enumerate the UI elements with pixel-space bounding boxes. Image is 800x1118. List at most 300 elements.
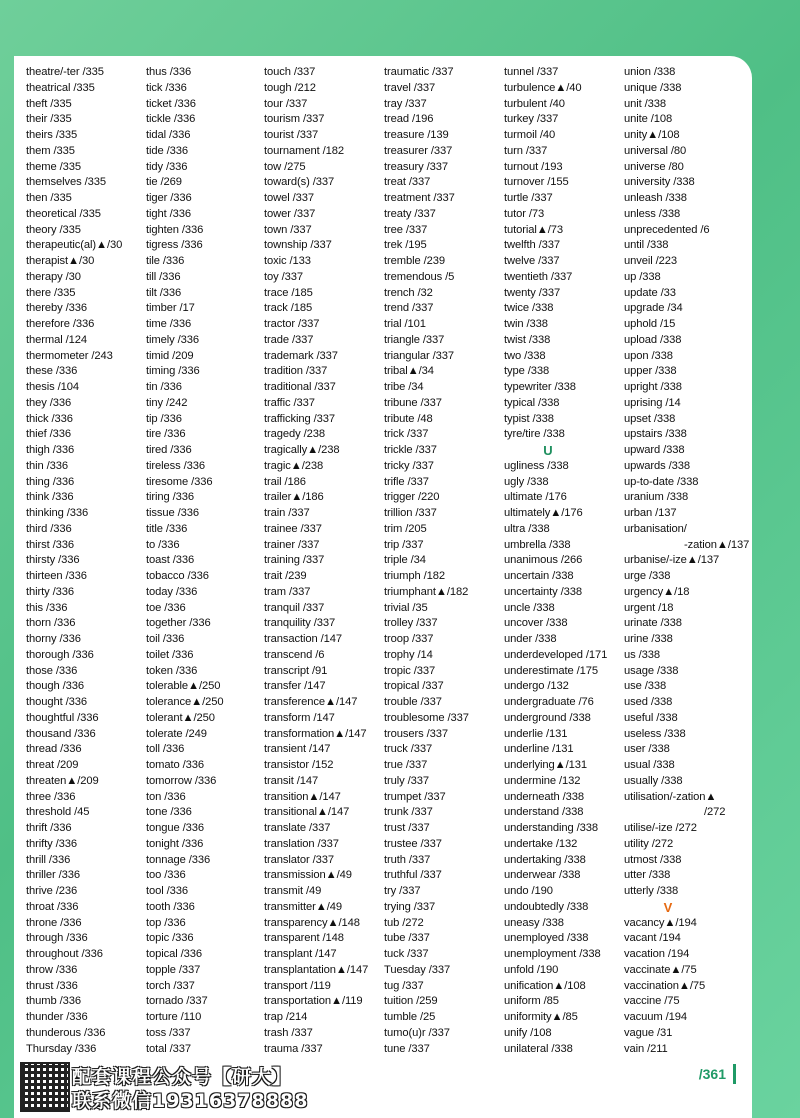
index-entry: toast /336: [146, 554, 195, 567]
index-entry: thunder /336: [26, 1011, 88, 1023]
index-entry: turnout /193: [504, 160, 563, 173]
index-entry: trek /195: [384, 239, 427, 252]
index-entry: unification▲/108: [504, 979, 586, 992]
index-entry: underline /131: [504, 743, 574, 756]
index-entry: upset /338: [624, 412, 676, 425]
index-entry: tin /336: [146, 381, 182, 393]
index-entry: upright /338: [624, 381, 682, 393]
index-entry: truck /337: [384, 743, 433, 756]
index-entry: till /336: [146, 270, 181, 283]
index-entry: tribune /337: [384, 396, 442, 409]
index-entry: under /338: [504, 633, 557, 645]
index-entry: to /336: [146, 538, 180, 551]
index-entry: typical /338: [504, 396, 560, 409]
index-entry: transference▲/147: [264, 696, 358, 708]
index-entry: uniform /85: [504, 995, 559, 1008]
index-entry: throw /336: [26, 963, 78, 976]
index-entry: tube /337: [384, 932, 430, 945]
index-entry: truthful /337: [384, 869, 442, 882]
index-entry: those /336: [26, 664, 78, 677]
index-entry: tone /336: [146, 806, 192, 819]
index-entry: universe /80: [624, 160, 684, 173]
index-entry: tiresome /336: [146, 475, 213, 488]
index-entry: vain /211: [624, 1042, 668, 1055]
index-entry: turmoil /40: [504, 129, 556, 141]
index-entry: tireless /336: [146, 459, 206, 472]
index-entry: thermometer /243: [26, 349, 113, 362]
index-entry: thrifty /336: [26, 837, 78, 850]
index-entry: transit /147: [264, 774, 319, 787]
index-entry: undergraduate /76: [504, 696, 594, 708]
index-entry: thereby /336: [26, 302, 87, 315]
index-entry: unleash /338: [624, 192, 687, 204]
index-entry: tractor /337: [264, 318, 320, 330]
index-entry: trunk /337: [384, 806, 433, 819]
index-entry: tub /272: [384, 916, 424, 929]
index-entry: township /337: [264, 239, 332, 252]
index-entry: tonight /336: [146, 837, 204, 850]
index-entry: timber /17: [146, 302, 195, 315]
index-entry: usage /338: [624, 664, 679, 677]
index-entry: tobacco /336: [146, 570, 209, 582]
index-entry: tool /336: [146, 885, 189, 897]
index-entry: utterly /338: [624, 885, 679, 897]
index-entry: Tuesday /337: [384, 963, 451, 976]
index-entry: tidy /336: [146, 160, 188, 173]
index-entry: third /336: [26, 522, 72, 535]
index-entry: too /336: [146, 869, 186, 882]
index-entry: transmission▲/49: [264, 869, 352, 882]
index-entry: triple /34: [384, 554, 426, 567]
index-entry: thesis /104: [26, 381, 80, 393]
index-entry: tough /212: [264, 81, 316, 94]
index-entry: tyre/tire /338: [504, 428, 565, 441]
index-entry: tragedy /238: [264, 428, 325, 441]
index-entry: touch /337: [264, 66, 316, 78]
index-entry: transport /119: [264, 979, 331, 992]
index-entry: thorny /336: [26, 633, 81, 645]
index-entry: twelve /337: [504, 255, 560, 267]
index-entry: unveil /223: [624, 255, 678, 267]
index-entry: transitional▲/147: [264, 806, 350, 819]
index-entry: time /336: [146, 318, 192, 330]
index-entry: ultimately▲/176: [504, 507, 583, 519]
dictionary-page: [14, 56, 752, 1118]
index-entry: theme /335: [26, 160, 81, 173]
index-entry: unless /338: [624, 207, 681, 220]
index-entry: threaten▲/209: [26, 774, 99, 787]
index-entry: thousand /336: [26, 727, 96, 740]
index-entry: trap /214: [264, 1011, 308, 1023]
index-entry: underlying▲/131: [504, 759, 587, 771]
index-entry-continuation: /272: [704, 806, 726, 819]
index-entry: thirsty /336: [26, 554, 80, 567]
index-entry: therefore /336: [26, 318, 95, 330]
index-entry: theatrical /335: [26, 81, 95, 94]
page-number: /361: [698, 1066, 726, 1082]
index-entry: uncertain /338: [504, 570, 574, 582]
index-entry: tug /337: [384, 979, 424, 992]
index-entry: Thursday /336: [26, 1042, 97, 1055]
index-entry: umbrella /338: [504, 538, 571, 551]
index-entry: thin /336: [26, 459, 69, 472]
index-entry: trophy /14: [384, 648, 433, 661]
index-entry: treasure /139: [384, 129, 449, 141]
index-entry: tuck /337: [384, 948, 429, 960]
index-entry: underlie /131: [504, 727, 568, 740]
index-entry: up-to-date /338: [624, 475, 699, 488]
index-entry: tooth /336: [146, 900, 195, 913]
index-entry: tumo(u)r /337: [384, 1026, 450, 1039]
index-entry: triumph /182: [384, 570, 445, 582]
index-entry: vaccine /75: [624, 995, 680, 1008]
index-entry: unity▲/108: [624, 129, 680, 141]
index-entry: thumb /336: [26, 995, 81, 1008]
index-entry: urinate /338: [624, 617, 682, 630]
index-entry: underground /338: [504, 711, 591, 724]
index-entry: think /336: [26, 491, 74, 504]
index-entry: true /337: [384, 759, 428, 771]
index-entry: upper /338: [624, 365, 677, 378]
index-entry: until /338: [624, 239, 669, 252]
index-entry: trumpet /337: [384, 790, 446, 803]
index-entry: up /338: [624, 270, 661, 283]
index-entry: title /336: [146, 522, 188, 535]
index-entry: threshold /45: [26, 806, 90, 819]
index-entry: thirty /336: [26, 585, 75, 598]
index-entry: tricky /337: [384, 459, 434, 472]
index-entry: towel /337: [264, 192, 314, 204]
index-entry: tidal /336: [146, 129, 191, 141]
index-entry: trouble /337: [384, 696, 442, 708]
index-entry: thrift /336: [26, 822, 72, 834]
index-entry: tip /336: [146, 412, 182, 425]
index-entry: token /336: [146, 664, 198, 677]
index-entry: use /338: [624, 680, 667, 693]
index-entry: undoubtedly /338: [504, 900, 589, 913]
index-entry: undo /190: [504, 885, 553, 897]
index-entry: tragically▲/238: [264, 444, 340, 456]
index-entry: tribe /34: [384, 381, 424, 393]
index-entry: try /337: [384, 885, 421, 897]
index-entry: vacuum /194: [624, 1011, 687, 1023]
index-entry: trauma /337: [264, 1042, 323, 1055]
index-entry: trim /205: [384, 522, 427, 535]
index-entry: truth /337: [384, 853, 431, 866]
index-entry: turn /337: [504, 144, 548, 157]
index-entry: toxic /133: [264, 255, 311, 267]
index-entry: useful /338: [624, 711, 678, 724]
index-entry: utter /338: [624, 869, 671, 882]
index-entry: underwear /338: [504, 869, 581, 882]
index-entry: there /335: [26, 286, 76, 299]
index-entry: tornado /337: [146, 995, 208, 1008]
index-entry: tide /336: [146, 144, 189, 157]
index-entry: timid /209: [146, 349, 194, 362]
index-entry: vacancy▲/194: [624, 916, 697, 929]
index-entry: vacant /194: [624, 932, 681, 945]
index-entry: tie /269: [146, 176, 182, 189]
index-entry: transform /147: [264, 711, 335, 724]
index-entry: trademark /337: [264, 349, 338, 362]
index-entry: tutorial▲/73: [504, 223, 564, 236]
index-entry: trait /239: [264, 570, 307, 582]
index-entry: truly /337: [384, 774, 430, 787]
index-entry: therapist▲/30: [26, 255, 95, 267]
index-entry: tread /196: [384, 113, 434, 126]
index-entry: tire /336: [146, 428, 186, 441]
index-entry: thrill /336: [26, 853, 71, 866]
index-entry: together /336: [146, 617, 211, 630]
index-entry: tower /337: [264, 207, 316, 220]
index-entry: tonnage /336: [146, 853, 211, 866]
column-1: [26, 65, 144, 1057]
index-entry: tile /336: [146, 255, 185, 267]
index-entry: unique /338: [624, 81, 682, 94]
index-entry: undermine /132: [504, 774, 581, 787]
index-entry: typist /338: [504, 412, 554, 425]
index-entry: timing /336: [146, 365, 200, 378]
index-entry: then /335: [26, 192, 72, 204]
index-entry: tranquility /337: [264, 617, 336, 630]
index-entry: ultra /338: [504, 522, 550, 535]
index-entry: uncertainty /338: [504, 585, 583, 598]
index-entry: uranium /338: [624, 491, 689, 504]
index-entry: trial /101: [384, 318, 426, 330]
index-entry-continuation: -zation▲/137: [684, 538, 750, 551]
index-entry: therapy /30: [26, 270, 81, 283]
index-entry: tow /275: [264, 160, 306, 173]
index-entry: thunderous /336: [26, 1026, 106, 1039]
index-entry: twelfth /337: [504, 239, 561, 252]
index-entry: urban /137: [624, 507, 677, 519]
index-entry: translator /337: [264, 853, 335, 866]
index-entry: thing /336: [26, 475, 75, 488]
index-entry: unite /108: [624, 113, 673, 126]
index-entry: twist /338: [504, 333, 551, 346]
index-entry: urgency▲/18: [624, 585, 690, 598]
index-entry: urgent /18: [624, 601, 674, 614]
index-entry: trivial /35: [384, 601, 428, 614]
index-entry: tolerant▲/250: [146, 711, 215, 724]
column-4: [384, 65, 502, 1057]
index-entry: travel /337: [384, 81, 436, 94]
index-entry: twentieth /337: [504, 270, 573, 283]
index-entry: treasury /337: [384, 160, 448, 173]
index-entry: turkey /337: [504, 113, 559, 126]
index-entry: throat /336: [26, 900, 79, 913]
index-entry: tired /336: [146, 444, 192, 456]
index-entry: trip /337: [384, 538, 424, 551]
index-entry: trade /337: [264, 333, 314, 346]
index-entry: toil /336: [146, 633, 185, 645]
index-entry: tremendous /5: [384, 270, 455, 283]
index-entry: timely /336: [146, 333, 199, 346]
page-number-bar: [733, 1064, 736, 1084]
index-entry: tongue /336: [146, 822, 205, 834]
index-entry: unilateral /338: [504, 1042, 573, 1055]
index-entry: though /336: [26, 680, 85, 693]
index-entry: throne /336: [26, 916, 82, 929]
index-entry: undertaking /338: [504, 853, 586, 866]
index-entry: transient /147: [264, 743, 331, 756]
index-entry: trust /337: [384, 822, 430, 834]
index-entry: trillion /337: [384, 507, 437, 519]
index-entry: ugliness /338: [504, 459, 569, 472]
index-entry: transistor /152: [264, 759, 334, 771]
index-entry: these /336: [26, 365, 78, 378]
index-entry: upwards /338: [624, 459, 690, 472]
index-entry: trail /186: [264, 475, 306, 488]
index-entry: vacation /194: [624, 948, 690, 960]
index-entry: undergo /132: [504, 680, 569, 693]
index-entry: thigh /336: [26, 444, 75, 456]
index-entry: thought /336: [26, 696, 88, 708]
index-entry: tray /337: [384, 97, 427, 110]
index-entry: thirteen /336: [26, 570, 87, 582]
index-entry: tiring /336: [146, 491, 195, 504]
index-entry: unit /338: [624, 97, 667, 110]
index-entry: tutor /73: [504, 207, 545, 220]
watermark-line-2: 联系微信19316378888: [72, 1090, 309, 1112]
index-entry: transmit /49: [264, 885, 322, 897]
index-entry: torture /110: [146, 1011, 202, 1023]
index-entry: transcript /91: [264, 664, 328, 677]
index-entry: transparency▲/148: [264, 916, 360, 929]
index-entry: trickle /337: [384, 444, 437, 456]
index-entry: tourism /337: [264, 113, 325, 126]
index-entry: triangle /337: [384, 333, 445, 346]
index-entry: tolerate /249: [146, 727, 207, 740]
index-entry: upgrade /34: [624, 302, 683, 315]
index-entry: through /336: [26, 932, 88, 945]
index-entry: train /337: [264, 507, 310, 519]
index-entry: tunnel /337: [504, 66, 559, 78]
index-entry: vaccination▲/75: [624, 979, 706, 992]
index-entry: their /335: [26, 113, 72, 126]
index-entry: triumphant▲/182: [384, 585, 469, 598]
index-entry: translation /337: [264, 837, 339, 850]
index-entry: ton /336: [146, 790, 186, 803]
index-entry: trash /337: [264, 1026, 313, 1039]
index-entry: thief /336: [26, 428, 72, 441]
index-entry: theory /335: [26, 223, 81, 236]
index-entry: thrive /236: [26, 885, 78, 897]
index-entry: tram /337: [264, 585, 311, 598]
index-entry: urge /338: [624, 570, 671, 582]
index-entry: upon /338: [624, 349, 673, 362]
index-entry: thinking /336: [26, 507, 89, 519]
index-entry: trench /32: [384, 286, 433, 299]
index-entry: tragic▲/238: [264, 459, 324, 472]
index-entry: transmitter▲/49: [264, 900, 342, 913]
index-entry: threat /209: [26, 759, 79, 771]
index-entry: upward /338: [624, 444, 685, 456]
index-entry: trainer /337: [264, 538, 320, 551]
index-entry: transition▲/147: [264, 790, 341, 803]
index-entry: thermal /124: [26, 333, 87, 346]
index-entry: them /335: [26, 144, 75, 157]
section-letter: U: [543, 443, 553, 458]
index-entry: uniformity▲/85: [504, 1011, 578, 1023]
index-entry: tuition /259: [384, 995, 438, 1008]
index-entry: thus /336: [146, 66, 192, 78]
index-entry: town /337: [264, 223, 312, 236]
qr-code-icon: [20, 1062, 70, 1112]
index-entry: upstairs /338: [624, 428, 687, 441]
index-entry: tropical /337: [384, 680, 444, 693]
column-5: [504, 65, 622, 1057]
index-entry: tighten /336: [146, 223, 204, 236]
index-entry: trend /337: [384, 302, 434, 315]
index-entry: throughout /336: [26, 948, 103, 960]
index-entry: translate /337: [264, 822, 331, 834]
index-entry: turbulent /40: [504, 97, 565, 110]
index-entry: tiny /242: [146, 396, 188, 409]
index-entry: turbulence▲/40: [504, 81, 582, 94]
index-entry: tomorrow /336: [146, 774, 217, 787]
index-entry: user /338: [624, 743, 670, 756]
index-entry: tour /337: [264, 97, 308, 110]
index-entry: upload /338: [624, 333, 682, 346]
index-entry: usually /338: [624, 774, 683, 787]
index-entry: uphold /15: [624, 318, 676, 330]
index-entry: thread /336: [26, 743, 82, 756]
index-entry: trailer▲/186: [264, 491, 324, 504]
index-entry: this /336: [26, 601, 68, 614]
index-entry: underestimate /175: [504, 664, 598, 677]
index-entry: unemployed /338: [504, 932, 589, 945]
index-entry: unfold /190: [504, 963, 559, 976]
index-entry: trainee /337: [264, 522, 322, 535]
index-entry: universal /80: [624, 144, 687, 157]
index-entry: topic /336: [146, 932, 194, 945]
index-entry: typewriter /338: [504, 381, 576, 393]
index-entry: ultimate /176: [504, 491, 567, 504]
section-letter: V: [663, 899, 673, 915]
index-entry: tree /337: [384, 223, 428, 236]
index-entry: treatment /337: [384, 192, 455, 204]
index-entry: tissue /336: [146, 507, 200, 519]
index-entry: transcend /6: [264, 648, 325, 661]
index-entry: tickle /336: [146, 113, 196, 126]
index-entry: transparent /148: [264, 932, 344, 945]
index-entry: traffic /337: [264, 396, 315, 409]
index-entry: toe /336: [146, 601, 186, 614]
index-entry: urine /338: [624, 633, 673, 645]
index-entry: tomato /336: [146, 759, 204, 771]
index-entry: utilisation/-zation▲: [624, 790, 717, 803]
index-entry: trolley /337: [384, 617, 438, 630]
index-entry: used /338: [624, 696, 673, 708]
watermark-line-1: 配套课程公众号【研大】: [72, 1066, 293, 1088]
index-entry: trick /337: [384, 428, 429, 441]
index-entry: toward(s) /337: [264, 176, 335, 189]
index-entry: tigress /336: [146, 239, 203, 252]
index-entry: trace /185: [264, 286, 313, 299]
index-entry: thoughtful /336: [26, 711, 99, 724]
index-entry: us /338: [624, 648, 660, 661]
index-entry: transplant /147: [264, 948, 337, 960]
index-entry: theatre/-ter /335: [26, 66, 104, 78]
index-entry: topple /337: [146, 963, 201, 976]
index-entry: unify /108: [504, 1026, 552, 1039]
index-entry: treat /337: [384, 176, 431, 189]
index-entry: tolerable▲/250: [146, 680, 221, 693]
index-entry: torch /337: [146, 979, 195, 992]
index-entry: vaccinate▲/75: [624, 963, 697, 976]
index-entry: underdeveloped /171: [504, 648, 608, 661]
